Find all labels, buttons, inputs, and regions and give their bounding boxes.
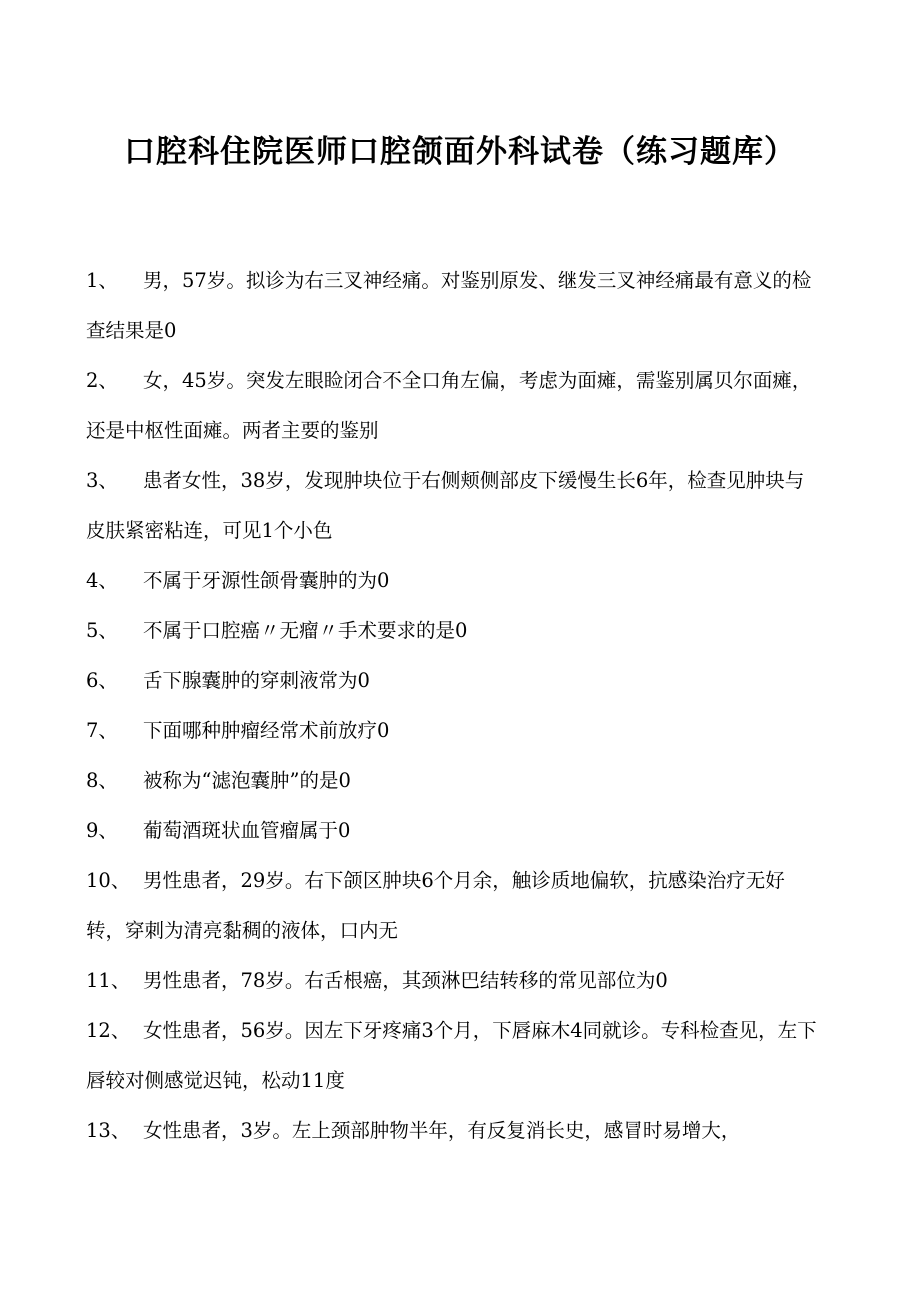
question-text: 下面哪种肿瘤经常术前放疗0 — [143, 719, 390, 742]
question-item — [86, 1006, 822, 1106]
question-number: 13、 — [86, 1119, 131, 1142]
question-text: 女，45岁。突发左眼睑闭合不全口角左偏，考虑为面瘫，需鉴别属贝尔面瘫，还是中枢性面瘫。两者主要的鉴别 — [86, 369, 812, 442]
question-text: 女性患者，56岁。因左下牙疼痛3个月，下唇麻木4同就诊。专科检查见，左下唇较对侧感觉迟钝，松动11度 — [86, 1019, 817, 1092]
question-item — [86, 956, 822, 1006]
question-number: 9、 — [86, 819, 118, 842]
document-title: 口腔科住院医师口腔颌面外科试卷（练习题库） — [124, 134, 796, 170]
question-text: 舌下腺囊肿的穿刺液常为0 — [143, 669, 370, 692]
question-number: 8、 — [86, 769, 118, 792]
question-number: 3、 — [86, 469, 118, 492]
question-item — [86, 656, 822, 706]
question-number: 7、 — [86, 719, 118, 742]
question-number: 5、 — [86, 619, 118, 642]
question-number: 10、 — [86, 869, 131, 892]
question-item — [86, 1106, 822, 1156]
question-item — [86, 856, 822, 956]
question-number: 11、 — [86, 969, 131, 992]
question-number: 2、 — [86, 369, 118, 392]
question-number: 12、 — [86, 1019, 131, 1042]
question-text: 患者女性，38岁，发现肿块位于右侧颊侧部皮下缓慢生长6年，检查见肿块与皮肤紧密粘连，可见1个小色 — [86, 469, 805, 542]
question-item — [86, 706, 822, 756]
question-text: 被称为“滤泡囊肿”的是0 — [143, 769, 351, 792]
question-text: 葡萄酒斑状血管瘤属于0 — [143, 819, 351, 842]
question-text: 不属于口腔癌〃无瘤〃手术要求的是0 — [143, 619, 468, 642]
question-item — [86, 256, 822, 356]
question-number: 6、 — [86, 669, 118, 692]
question-list — [86, 256, 822, 1156]
question-item — [86, 456, 822, 556]
question-item — [86, 756, 822, 806]
question-item — [86, 356, 822, 456]
question-text: 不属于牙源性颌骨囊肿的为0 — [143, 569, 390, 592]
question-item — [86, 806, 822, 856]
question-number: 4、 — [86, 569, 118, 592]
question-item — [86, 556, 822, 606]
question-text: 男，57岁。拟诊为右三叉神经痛。对鉴别原发、继发三叉神经痛最有意义的检查结果是0 — [86, 269, 812, 342]
question-item — [86, 606, 822, 656]
question-text: 男性患者，29岁。右下颌区肿块6个月余，触诊质地偏软，抗感染治疗无好转，穿刺为清亮黏稠的液体，口内无 — [86, 869, 785, 942]
question-number: 1、 — [86, 269, 118, 292]
question-text: 女性患者，3岁。左上颈部肿物半年，有反复消长史，感冒时易增大， — [143, 1119, 741, 1142]
question-text: 男性患者，78岁。右舌根癌，其颈淋巴结转移的常见部位为0 — [143, 969, 668, 992]
